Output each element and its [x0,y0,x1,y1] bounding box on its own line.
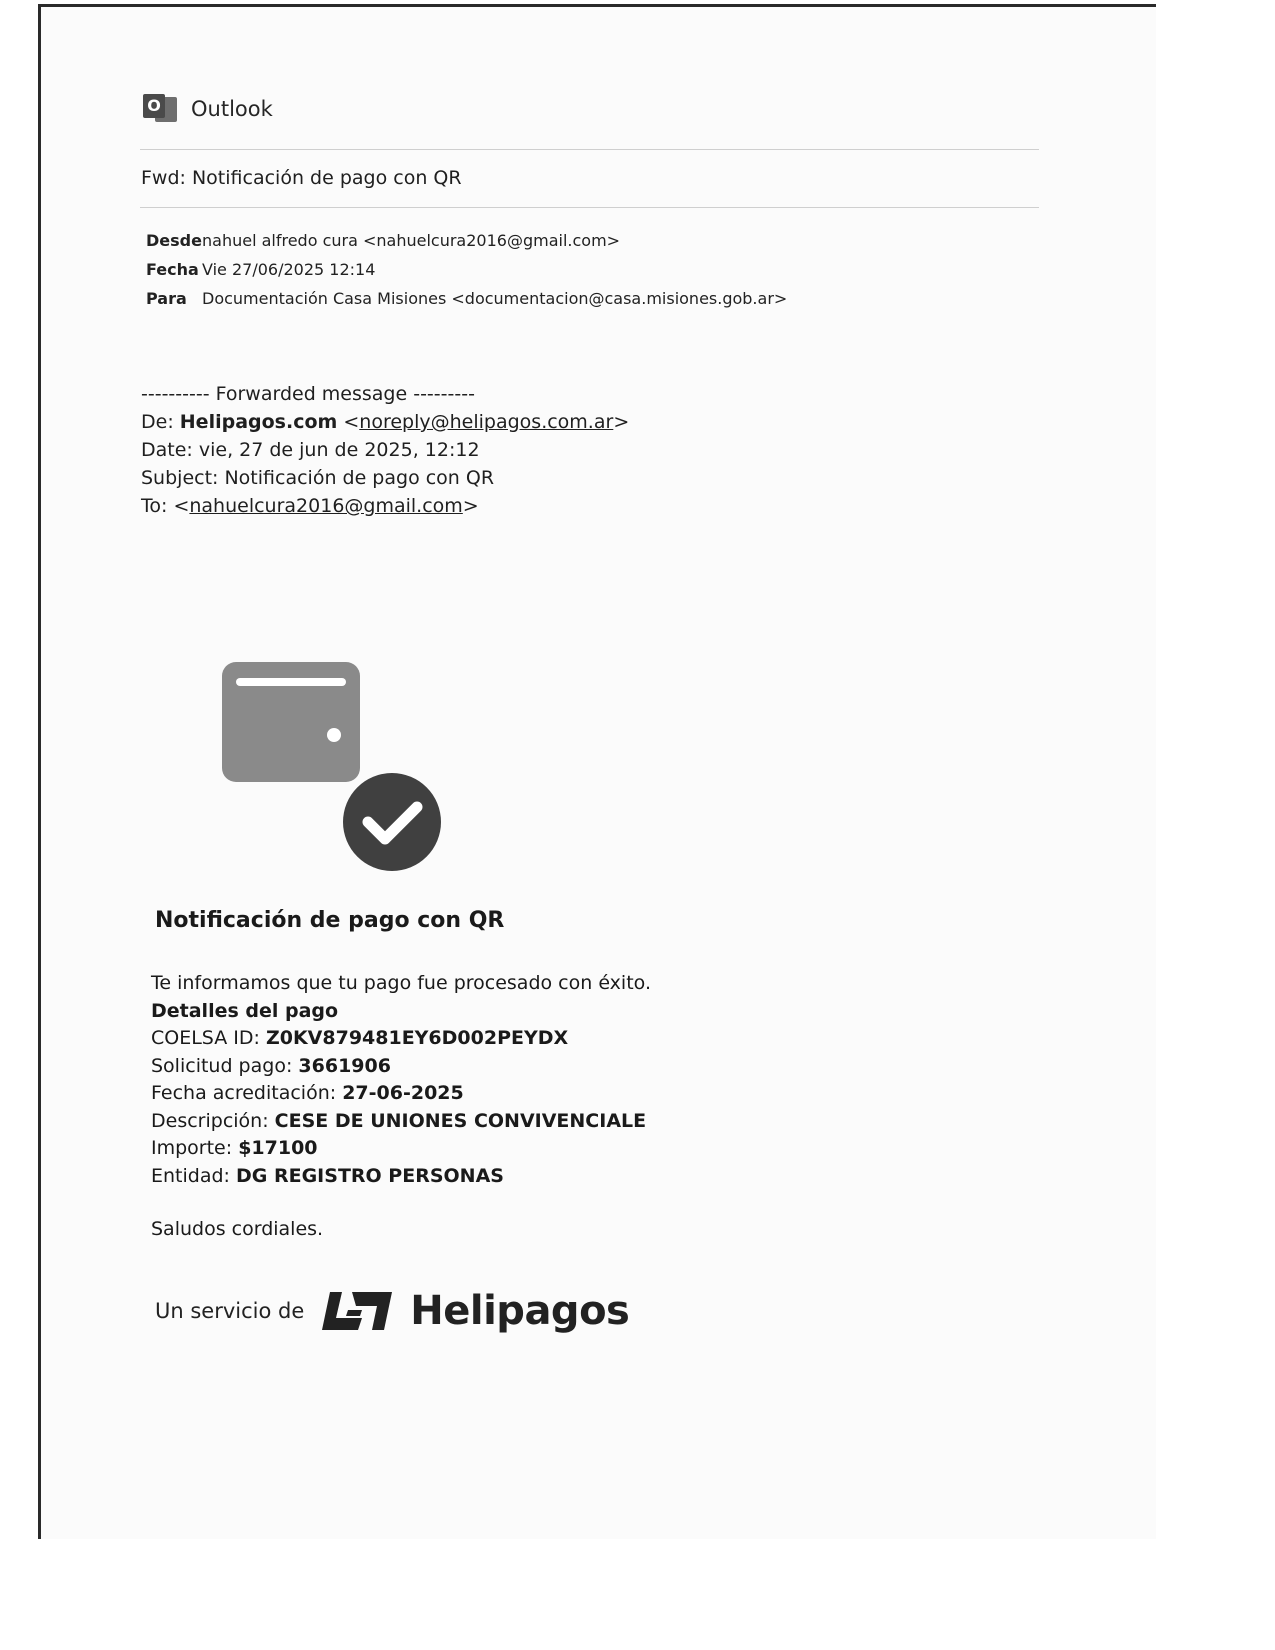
details-heading: Detalles del pago [151,999,339,1022]
detail-row [151,1163,651,1191]
closing-text: Saludos cordiales. [151,1218,324,1240]
forwarded-header [141,380,629,520]
app-name: Outlook [191,97,273,121]
detail-value: $17100 [238,1137,318,1159]
detail-value: DG REGISTRO PERSONAS [236,1164,504,1187]
notification-intro: Te informamos que tu pago fue procesado con éxito. [151,972,651,994]
app-header [143,94,273,124]
meta-to-row [146,284,787,313]
meta-to-label: Para [146,289,187,308]
detail-row [151,1080,651,1108]
forwarded-from-label: De: [141,411,174,433]
brand-name: Helipagos [410,1288,630,1334]
meta-from-row [146,226,787,255]
meta-from-label: Desde [146,231,202,250]
detail-label: Fecha acreditación: [151,1082,337,1104]
detail-row [151,1108,651,1136]
detail-row [151,1135,651,1163]
forwarded-to-line: To: <nahuelcura2016@gmail.com> [141,495,479,517]
detail-label: Entidad: [151,1164,230,1187]
detail-value: Z0KV879481EY6D002PEYDX [265,1027,569,1049]
forwarded-separator: ---------- Forwarded message --------- [141,383,475,405]
wallet-check-icon [222,662,444,872]
forwarded-date-line: Date: vie, 27 de jun de 2025, 12:12 [141,439,480,461]
forwarded-to-label: To: [141,495,168,517]
email-subject: Fwd: Notificación de pago con QR [141,167,462,189]
detail-row [151,1025,651,1053]
detail-row [151,1053,651,1081]
forwarded-from-name: Helipagos.com [179,411,338,433]
email-meta [146,226,787,313]
detail-value: CESE DE UNIONES CONVIVENCIALE [274,1109,647,1132]
detail-label: Solicitud pago: [151,1054,293,1077]
forwarded-to-email-link[interactable]: nahuelcura2016@gmail.com [189,495,463,517]
meta-to-value: Documentación Casa Misiones <documentacion@casa.misiones.gob.ar> [202,289,788,308]
outlook-logo-icon: O [143,94,177,124]
divider [140,207,1039,208]
helipagos-logo-icon [322,1288,394,1334]
meta-date-row [146,255,787,284]
detail-label: Importe: [151,1137,233,1159]
detail-label: COELSA ID: [151,1027,260,1049]
notification-title: Notificación de pago con QR [155,908,505,933]
footer [155,1288,629,1334]
detail-label: Descripción: [151,1109,269,1132]
forwarded-subject-line: Subject: Notificación de pago con QR [141,467,495,489]
divider [140,149,1039,150]
detail-value: 3661906 [298,1054,391,1077]
forwarded-from-email-link[interactable]: noreply@helipagos.com.ar [359,411,614,433]
forwarded-from-line: De: Helipagos.com <noreply@helipagos.com.ar> [141,411,630,433]
meta-date-label: Fecha [146,260,199,279]
meta-from-value: nahuel alfredo cura <nahuelcura2016@gmail.com> [202,231,621,250]
detail-value: 27-06-2025 [342,1082,464,1104]
meta-date-value: Vie 27/06/2025 12:14 [202,260,376,279]
notification-body [151,970,651,1190]
service-text: Un servicio de [155,1299,305,1323]
